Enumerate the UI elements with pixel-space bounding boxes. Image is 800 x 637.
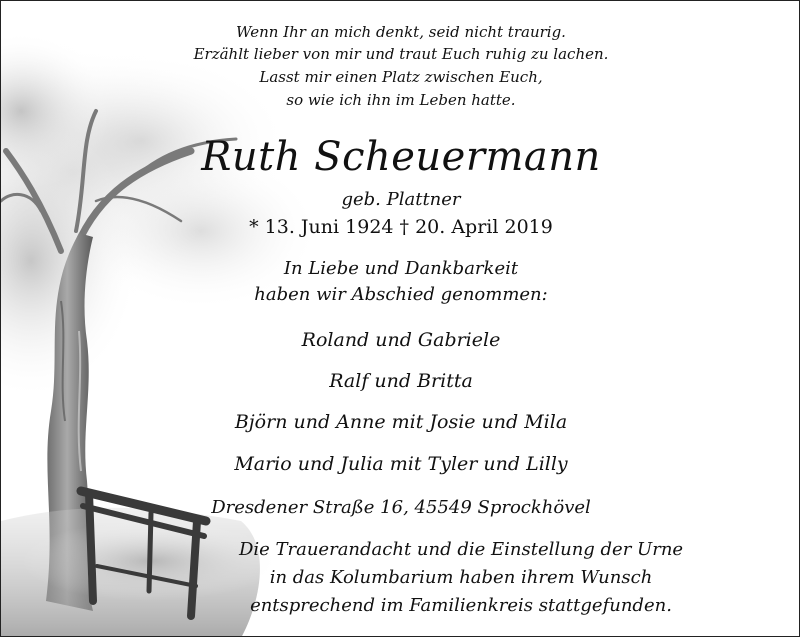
mourner-line-2: Ralf und Britta <box>329 370 473 392</box>
mourner-line-1: Roland und Gabriele <box>301 329 501 351</box>
closing-note-line-2: in das Kolumbarium haben ihrem Wunsch <box>269 567 653 588</box>
life-dates: * 13. Juni 1924 † 20. April 2019 <box>249 216 553 238</box>
closing-note-line-3: entsprechend im Familienkreis stattgefunden. <box>250 595 672 616</box>
closing-note-line-1: Die Trauerandacht und die Einstellung der Urne <box>238 539 684 560</box>
farewell-line-1: In Liebe und Dankbarkeit <box>283 258 519 279</box>
poem-line-2: Erzählt lieber von mir und traut Euch ruhig zu lachen. <box>193 45 609 63</box>
poem-line-1: Wenn Ihr an mich denkt, seid nicht traurig. <box>236 23 566 41</box>
deceased-name: Ruth Scheuermann <box>201 134 601 180</box>
address: Dresdener Straße 16, 45549 Sprockhövel <box>211 497 591 518</box>
poem-line-3: Lasst mir einen Platz zwischen Euch, <box>259 68 543 86</box>
maiden-name: geb. Plattner <box>341 189 461 210</box>
farewell-line-2: haben wir Abschied genommen: <box>254 284 548 305</box>
mourner-line-3: Björn und Anne mit Josie und Mila <box>234 411 568 433</box>
poem-line-4: so wie ich ihn im Leben hatte. <box>286 91 516 109</box>
mourner-line-4: Mario und Julia mit Tyler und Lilly <box>234 453 568 475</box>
